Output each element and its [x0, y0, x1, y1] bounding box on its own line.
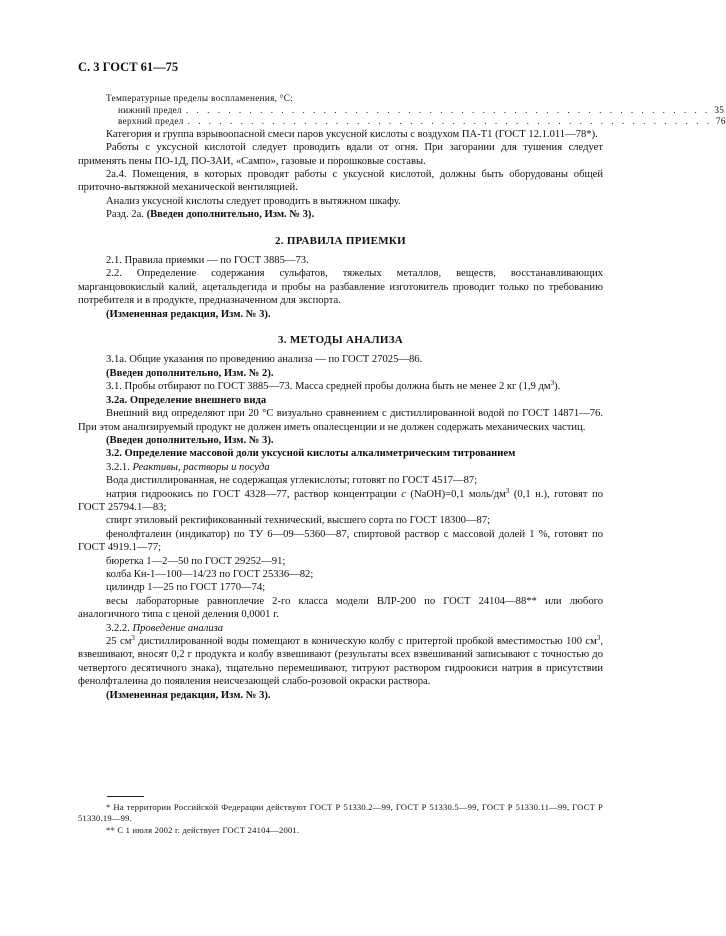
temperature-row-lower — [118, 104, 725, 117]
paragraph-ventilation: 2а.4. Помещения, в которых проводят работы с уксусной кислотой, должны быть оборудованы общей приточно-вытяжной механической вентиляцией. — [78, 169, 603, 194]
subsection-heading-appearance: 3.2а. Определение внешнего вида — [106, 394, 267, 406]
subsection-heading-procedure — [78, 622, 603, 635]
footnote-2: ** С 1 июля 2002 г. действует ГОСТ 24104—2001. — [106, 824, 300, 835]
reagent-phenolphthalein: фенолфталеин (индикатор) по ТУ 6—09—5360—87, спиртовой раствор с массовой долей 1 %, готовят по ГОСТ 4919.1—77; — [78, 528, 603, 554]
paragraph-fume-hood: Анализ уксусной кислоты следует проводить в вытяжном шкафу. — [106, 195, 401, 207]
temperature-heading: Температурные пределы воспламенения, °С: — [106, 93, 294, 103]
note-label: Разд. 2а. — [106, 209, 147, 221]
equipment-flask: колба Кн-1—100—14/23 по ГОСТ 25336—82; — [106, 568, 314, 580]
superscript: 3 — [131, 634, 135, 642]
text-part: (NaOH)=0,1 моль/дм — [405, 488, 506, 500]
clause-title: Реактивы, растворы и посуда — [132, 461, 270, 473]
text-part: , взвешивают, вносят 0,2 г продукта и колбу взвешивают (результаты всех взвешиваний записывают с точностью до четвертого десятичного знака), тщательно перемешивают, титруют раствором гидроокиси натрия в присутствии фенолфталеина до появления неисчезающей слабо-розовой окраски раствора. — [78, 636, 603, 688]
row-label: верхний предел — [118, 116, 184, 127]
equipment-cylinder: цилиндр 1—25 по ГОСТ 1770—74; — [106, 582, 266, 594]
footnotes — [78, 802, 603, 836]
page-header: С. 3 ГОСТ 61—75 — [78, 60, 179, 74]
reagent-ethanol: спирт этиловый ректификованный технический, высшего сорта по ГОСТ 18300—87; — [106, 515, 491, 527]
clause-number: 3.2.1. — [106, 461, 133, 473]
row-value: 76 — [716, 116, 726, 127]
paragraph-2-2: 2.2. Определение содержания сульфатов, тяжелых металлов, веществ, восстанавливающих марганцовокислый калий, ацетальдегида и пробы на разбавление изготовитель проводит только по требованию потребителя и в продукте, предназначенном для экспорта. — [78, 268, 603, 307]
subsection-heading-reagents — [78, 461, 603, 474]
row-value: 35 — [714, 104, 725, 115]
reagent-water: Вода дистиллированная, не содержащая углекислоты; готовят по ГОСТ 4517—87; — [106, 475, 478, 487]
section-title-methods: 3. МЕТОДЫ АНАЛИЗА — [277, 334, 404, 347]
reagent-naoh — [78, 488, 603, 515]
paragraph-category: Категория и группа взрывоопасной смеси паров уксусной кислоты с воздухом ПА-Т1 (ГОСТ 12.1.011—78*). — [106, 128, 598, 140]
equipment-burette: бюретка 1—2—50 по ГОСТ 29252—91; — [106, 555, 286, 567]
amendment-note: (Измененная редакция, Изм. № 3). — [106, 308, 271, 320]
section-title-acceptance: 2. ПРАВИЛА ПРИЕМКИ — [274, 234, 407, 247]
footnote-1: * На территории Российской Федерации действуют ГОСТ Р 51330.2—99, ГОСТ Р 51330.5—99, ГОСТ Р 51330.11—99, ГОСТ Р 51330.19—99. — [78, 802, 603, 824]
clause-title: Проведение анализа — [132, 622, 224, 634]
superscript: 3 — [505, 486, 510, 495]
row-label: нижний предел — [118, 104, 182, 115]
amendment-note: (Введен дополнительно, Изм. № 3). — [146, 209, 315, 221]
paragraph-procedure — [78, 635, 603, 689]
superscript: 3 — [596, 634, 601, 642]
paragraph-fire-safety: Работы с уксусной кислотой следует проводить вдали от огня. При загорании для тушения следует применять пены ПО-1Д, ПО-ЗАИ, «Сампо», газовые и порошковые составы. — [78, 142, 603, 167]
text-part: 25 см — [106, 636, 132, 647]
symbol-c: с — [401, 488, 406, 500]
amendment-note: (Введен дополнительно, Изм. № 2). — [106, 367, 274, 379]
text-part: дистиллированной воды помещают в коническую колбу с притертой пробкой вместимостью 100 см — [134, 636, 597, 647]
paragraph-appearance: Внешний вид определяют при 20 °С визуально сравнением с дистиллированной водой по ГОСТ 14871—76. При этом анализируемый продукт не должен иметь опалесценции и не должен содержать механических частиц. — [78, 408, 603, 433]
subsection-heading-titration: 3.2. Определение массовой доли уксусной кислоты алкалиметрическим титрованием — [106, 448, 516, 460]
text-part: ). — [554, 381, 561, 393]
clause-number: 3.2.2. — [106, 622, 133, 634]
paragraph-3-1a: 3.1а. Общие указания по проведению анализа — по ГОСТ 27025—86. — [106, 354, 423, 366]
leader-dots: . . . . . . . . . . . . . . . . . . . . . . . . . . . . . . . . . . . . . . . . . . . . . . . . . . — [185, 104, 711, 115]
paragraph-section-note — [78, 208, 603, 221]
paragraph-2-1: 2.1. Правила приемки — по ГОСТ 3885—73. — [106, 255, 309, 267]
text-part: (0,1 н.), готовят по ГОСТ 25794.1—83; — [78, 488, 604, 513]
footnote-divider — [107, 796, 144, 797]
text-part: 3.1. Пробы отбирают по ГОСТ 3885—73. Масса средней пробы должна быть не менее 2 кг (1,9 дм — [106, 381, 551, 393]
temperature-row-upper — [118, 116, 726, 128]
superscript: 3 — [550, 379, 555, 388]
document-body — [78, 93, 726, 702]
amendment-note: (Введен дополнительно, Изм. № 3). — [106, 434, 274, 446]
equipment-scales: весы лабораторные равноплечие 2-го класса модели ВЛР-200 по ГОСТ 24104—88** или любого аналогичного типа с ценой деления 0,0001 г. — [78, 595, 603, 621]
amendment-note: (Измененная редакция, Изм. № 3). — [106, 689, 271, 701]
leader-dots: . . . . . . . . . . . . . . . . . . . . . . . . . . . . . . . . . . . . . . . . . . . . . . . . . . — [187, 116, 712, 127]
text-part: натрия гидроокись по ГОСТ 4328—77, раствор концентрации — [106, 488, 402, 500]
paragraph-3-1 — [78, 380, 603, 393]
